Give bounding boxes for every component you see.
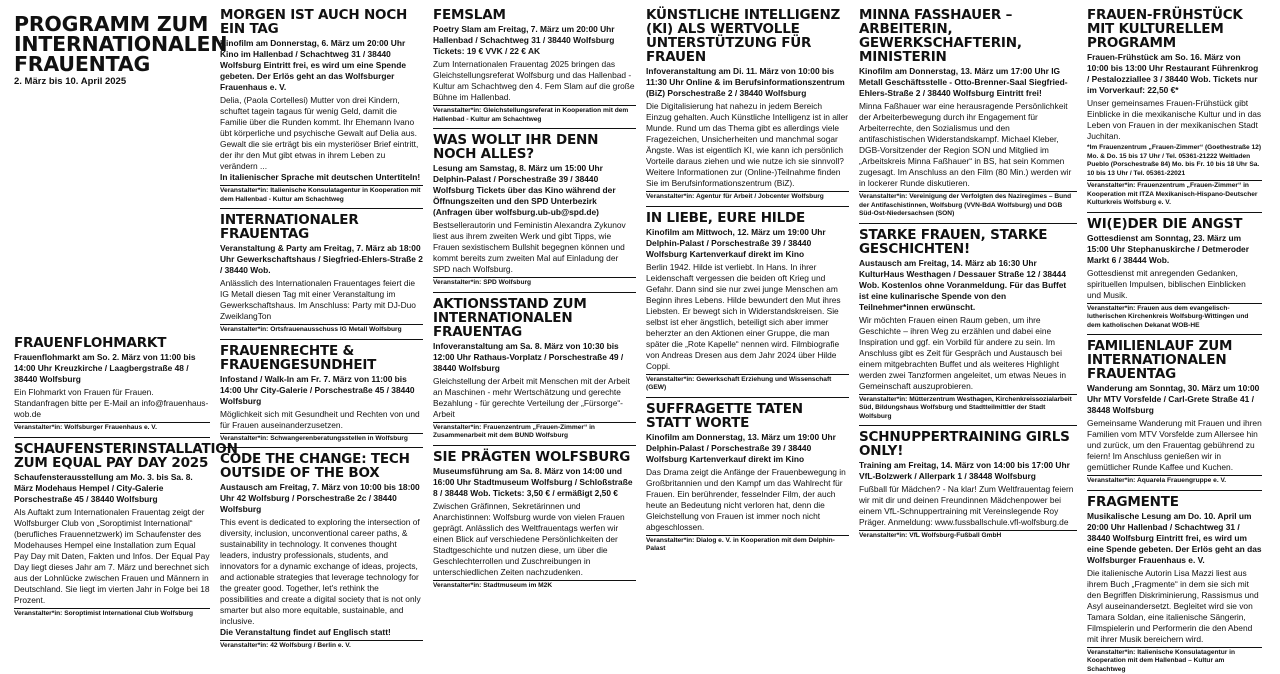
divider <box>220 447 423 448</box>
event-article <box>646 402 849 554</box>
event-article <box>220 344 423 444</box>
divider <box>220 208 423 209</box>
event-title: WI(E)DER DIE ANGST <box>1087 217 1262 231</box>
event-ticket-info: *Im Frauenzentrum „Frauen-Zimmer“ (Goethestraße 12) Mo. & Do. 15 bis 17 Uhr / Tel. 05361-21222 Weltladen Pueblo (Porschestraße 84) Mo. bis Fr. 10 bis 18 Uhr Sa. 10 bis 13 Uhr / Tel. 05361-22021 <box>1087 144 1262 178</box>
event-description: Möglichkeit sich mit Gesundheit und Rechten von und für Frauen auseinanderzusetzen. <box>220 409 423 431</box>
event-title: STARKE FRAUEN, STARKE GESCHICHTEN! <box>859 228 1077 256</box>
event-article <box>14 442 210 619</box>
event-meta: Training am Freitag, 14. März von 14:00 bis 17:00 Uhr VfL-Bolzwerk / Allerpark 1 / 38448 Wolfsburg <box>859 460 1077 482</box>
event-title: INTERNATIONALER FRAUENTAG <box>220 213 423 241</box>
column-1 <box>14 8 210 605</box>
event-title: FRAUEN-FRÜHSTÜCK MIT KULTURELLEM PROGRAMM <box>1087 8 1262 50</box>
event-description: Fußball für Mädchen? - Na klar! Zum Weltfrauentag feiern wir mit dir und deinen Freundinnen Mädchenpower bei einem VfL-Schnuppertraining mit Vereinslegende Roy Präger. Anmeldung: www.fussballschule.vfl-wolfsburg.de <box>859 484 1077 528</box>
event-organizer: Veranstalter*in: Wolfsburger Frauenhaus e. V. <box>14 422 210 433</box>
event-article <box>220 452 423 651</box>
event-title: FRAGMENTE <box>1087 495 1262 509</box>
event-title: IN LIEBE, EURE HILDE <box>646 211 849 225</box>
event-organizer: Veranstalter*in: Schwangerenberatungsstellen in Wolfsburg <box>220 433 423 444</box>
event-description: Delia, (Paola Cortellesi) Mutter von drei Kindern, schuftet tagein tagaus für wenig Geld, damit die Familie über die Runden kommt. Ihr Ehemann Ivano übt körperliche und psychische Gewalt auf Delia aus. Gewalt die sie erträgt bis ein mysteriöser Brief eintritt, der ihr den Mut gibt etwas in ihrem Leben zu verändern ... <box>220 95 423 172</box>
event-article <box>646 211 849 393</box>
event-article <box>433 450 636 591</box>
event-organizer: Veranstalter*in: Mütterzentrum Westhagen, Kirchenkreissozialarbeit Süd, Bildungshaus Wolfsburg und Stadtteilmittler der Stadt Wolfsburg <box>859 394 1077 422</box>
event-note: Die Veranstaltung findet auf Englisch statt! <box>220 627 423 638</box>
event-meta: Frauenflohmarkt am So. 2. März von 11:00 bis 14:00 Uhr Kreuzkirche / Laagbergstraße 48 / 38440 Wolfsburg <box>14 352 210 385</box>
event-organizer: Veranstalter*in: Gleichstellungsreferat in Kooperation mit dem Hallenbad - Kultur am Schachtweg <box>433 105 636 124</box>
event-organizer: Veranstalter*in: Frauenzentrum „Frauen-Zimmer“ in Zusammenarbeit mit dem BUND Wolfsburg <box>433 422 636 441</box>
event-article <box>1087 8 1262 208</box>
event-meta: Kinofilm am Mittwoch, 12. März um 19:00 Uhr Delphin-Palast / Porschestraße 39 / 38440 Wolfsburg Kartenverkauf direkt im Kino <box>646 227 849 260</box>
event-organizer: Veranstalter*in: Frauenzentrum „Frauen-Zimmer“ in Kooperation mit ITZA Mexikanisch-Hispano-Deutscher Kulturkreis Wolfsburg e. V. <box>1087 180 1262 208</box>
event-organizer: Veranstalter*in: Dialog e. V. in Kooperation mit dem Delphin-Palast <box>646 535 849 554</box>
column-5 <box>859 8 1077 605</box>
event-organizer: Veranstalter*in: Gewerkschaft Erziehung und Wissenschaft (GEW) <box>646 374 849 393</box>
event-title: SUFFRAGETTE TATEN STATT WORTE <box>646 402 849 430</box>
divider <box>646 397 849 398</box>
event-title: FAMILIENLAUF ZUM INTERNATIONALEN FRAUENTAG <box>1087 339 1262 381</box>
event-organizer: Veranstalter*in: SPD Wolfsburg <box>433 277 636 288</box>
event-title: WAS WOLLT IHR DENN NOCH ALLES? <box>433 133 636 161</box>
event-meta: Poetry Slam am Freitag, 7. März um 20:00 Uhr Hallenbad / Schachtweg 31 / 38440 Wolfsburg Tickets: 19 € VVK / 22 € AK <box>433 24 636 57</box>
event-meta: Museumsführung am Sa. 8. März von 14:00 und 16:00 Uhr Stadtmuseum Wolfsburg / Schloßstraße 8 / 38448 Wob. Tickets: 3,50 € / ermäßigt 2,50 € <box>433 466 636 499</box>
event-title: FRAUENFLOHMARKT <box>14 336 210 350</box>
event-article <box>14 336 210 433</box>
event-organizer: Veranstalter*in: 42 Wolfsburg / Berlin e. V. <box>220 640 423 651</box>
event-note: In italienischer Sprache mit deutschen Untertiteln! <box>220 172 423 183</box>
event-description: Das Drama zeigt die Anfänge der Frauenbewegung in Großbritannien und den Kampf um das Wahlrecht für Frauen. Ein berührender, fesselnder Film, der auch heute an Bedeutung nicht verloren hat, denn die Gleichstellung von Frauen ist immer noch nicht abgeschlossen. <box>646 467 849 533</box>
event-meta: Infostand / Walk-In am Fr. 7. März von 11:00 bis 14:00 Uhr City-Galerie / Porschestraße 45 / 38440 Wolfsburg <box>220 374 423 407</box>
column-4 <box>646 8 849 605</box>
event-article <box>1087 495 1262 674</box>
column-3 <box>433 8 636 605</box>
program-dates: 2. März bis 10. April 2025 <box>14 76 210 87</box>
event-description: Die Digitalisierung hat nahezu in jedem Bereich Einzug gehalten. Auch Künstliche Intelligenz ist in aller Munde. Rund um das Thema gibt es allerdings viele Fragezeichen, Unsicherheiten und manchmal sogar Ängste. Was ist eigentlich KI, wie kann ich persönlich Vorteile daraus ziehen und wie nutze ich sie sinnvoll? Weitere Informationen zur (Online-)Teilnahme finden Sie im Berufsinformationszentrum (BiZ). <box>646 101 849 189</box>
event-description: Gemeinsame Wanderung mit Frauen und ihren Familien vom MTV Vorsfelde zum Allersee hin und zurück, um den Frauentag gebührend zu feiern! Im Anschluss genießen wir in gemütlicher Runde Kaffee und Kuchen. <box>1087 418 1262 473</box>
divider <box>1087 334 1262 335</box>
event-article <box>1087 217 1262 331</box>
event-article <box>1087 339 1262 486</box>
event-article <box>646 8 849 202</box>
event-title: SCHAUFENSTERINSTALLATION ZUM EQUAL PAY DAY 2025 <box>14 442 210 470</box>
event-organizer: Veranstalter*in: Stadtmuseum im M2K <box>433 580 636 591</box>
divider <box>859 223 1077 224</box>
event-meta: Infoveranstaltung am Di. 11. März von 10:00 bis 11:30 Uhr Online & im Berufsinformationszentrum (BiZ) Porschestraße 2 / 38440 Wolfsburg <box>646 66 849 99</box>
event-organizer: Veranstalter*in: Frauen aus dem evangelisch-lutherischen Kirchenkreis Wolfsburg-Wittingen und dem katholischen Dekanat WOB-HE <box>1087 303 1262 331</box>
event-article <box>220 213 423 335</box>
event-meta: Lesung am Samstag, 8. März um 15:00 Uhr Delphin-Palast / Porschestraße 39 / 38440 Wolfsburg Tickets über das Kino während der Öffnungszeiten und den SPD Unterbezirk (Anfragen über wolfsburg.ub-ub@spd.de) <box>433 163 636 218</box>
event-title: KÜNSTLICHE INTELLIGENZ (KI) ALS WERTVOLLE UNTERSTÜTZUNG FÜR FRAUEN <box>646 8 849 64</box>
event-organizer: Veranstalter*in: Italienische Konsulatagentur in Kooperation mit dem Hallenbad – Kultur am Schachtweg <box>1087 647 1262 674</box>
event-title: SCHNUPPERTRAINING GIRLS ONLY! <box>859 430 1077 458</box>
event-article <box>433 8 636 124</box>
divider <box>1087 212 1262 213</box>
divider <box>1087 490 1262 491</box>
event-meta: Schaufensterausstellung am Mo. 3. bis Sa. 8. März Modehaus Hempel / City-Galerie Porschestraße 45 / 38440 Wolfsburg <box>14 472 210 505</box>
event-meta: Kinofilm am Donnerstag, 6. März um 20:00 Uhr Kino im Hallenbad / Schachtweg 31 / 38440 Wolfsburg Eintritt frei, es wird um eine Spende gebeten. Der Erlös geht an das Wolfsburger Frauenhaus e. V. <box>220 38 423 93</box>
event-description: Ein Flohmarkt von Frauen für Frauen. Standanfragen bitte per E-Mail an info@frauenhaus-wob.de <box>14 387 210 420</box>
event-article <box>859 430 1077 541</box>
divider <box>14 437 210 438</box>
event-meta: Frauen-Frühstück am So. 16. März von 10:00 bis 13:00 Uhr Restaurant Führenkrog / Pestalozziallee 3 / 38440 Wob. Tickets nur im Vorverkauf: 22,50 €* <box>1087 52 1262 96</box>
event-title: AKTIONSSTAND ZUM INTERNATIONALEN FRAUENTAG <box>433 297 636 339</box>
column-6 <box>1087 8 1262 605</box>
event-meta: Austausch am Freitag, 14. März ab 16:30 Uhr KulturHaus Westhagen / Dessauer Straße 12 / 38444 Wob. Kostenlos ohne Voranmeldung. Für das Buffet ist eine kulinarische Spende von den Teilnehmer*innen erwünscht. <box>859 258 1077 313</box>
event-description: Gottesdienst mit anregenden Gedanken, spirituellen Impulsen, biblischen Einblicken und Musik. <box>1087 268 1262 301</box>
event-article <box>859 8 1077 219</box>
event-article <box>433 297 636 441</box>
event-meta: Musikalische Lesung am Do. 10. April um 20:00 Uhr Hallenbad / Schachtweg 31 / 38440 Wolfsburg Eintritt frei, es wird um eine Spende gebeten. Der Erlös geht an das Wolfsburger Frauenhaus e. V. <box>1087 511 1262 566</box>
main-title: PROGRAMM ZUM INTERNATIONALEN FRAUENTAG <box>14 14 210 74</box>
divider <box>433 445 636 446</box>
event-description: Zwischen Gräfinnen, Sekretärinnen und Anarchistinnen: Wolfsburg wurde von vielen Frauen geprägt. Anlässlich des Weltfrauentags werfen wir einen Blick auf verschiedene Persönlichkeiten der Stadtgeschichte und nutzen diese, um über die Geschlechterrollen und Zuschreibungen in unterschiedlichen Zeiten nachzudenken. <box>433 501 636 578</box>
column-2 <box>220 8 423 605</box>
event-description: Als Auftakt zum Internationalen Frauentag zeigt der Wolfsburger Club von „Soroptimist International“ (berufliches Frauennetzwerk) im Schaufenster des Modehauses Hempel eine Installation zum Equal Pay Day mit Daten, Fakten und Infos. Der Equal Pay Day liegt dieses Jahr am 7. März und berechnet sich aus der Lohnlücke zwischen Frauen und Männern in Deutschland. Sie liegt im vierten Jahr in Folge bei 18 Prozent. <box>14 507 210 606</box>
event-meta: Veranstaltung & Party am Freitag, 7. März ab 18:00 Uhr Gewerkschaftshaus / Siegfried-Ehlers-Straße 2 / 38440 Wob. <box>220 243 423 276</box>
event-organizer: Veranstalter*in: Vereinigung der Verfolgten des Naziregimes – Bund der Antifaschistinnen, Wolfsburg (VVN-BdA Wolfsburg) und DGB Süd-Ost-Niedersachsen (SON) <box>859 191 1077 219</box>
event-title: MORGEN IST AUCH NOCH EIN TAG <box>220 8 423 36</box>
event-meta: Wanderung am Sonntag, 30. März um 10:00 Uhr MTV Vorsfelde / Carl-Grete Straße 41 / 38448 Wolfsburg <box>1087 383 1262 416</box>
event-description: This event is dedicated to exploring the intersection of diversity, inclusion, unconventional career paths, & sustainability in technology. It convenes thought leaders, industry professionals, students, and innovators for a dynamic exchange of ideas, projects, and actionable strategies that leverage technology for the greater good. Together, let's rethink the possibilities and create a digital society that is not only smarter but also more equitable, sustainable, and inclusive. <box>220 517 423 627</box>
event-organizer: Veranstalter*in: Soroptimist International Club Wolfsburg <box>14 608 210 619</box>
event-description: Die italienische Autorin Lisa Mazzi liest aus ihrem Buch „Fragmente“ in dem sie sich mit den Begriffen Diskriminierung, Rassismus und Asyl auseinandersetzt. Begleitet wird sie von Tamara Soldan, eine italienische Sängerin, Filmspielerin und Performerin die den Abend mit ihrer Musik bereichern wird. <box>1087 568 1262 645</box>
event-meta: Gottesdienst am Sonntag, 23. März um 15:00 Uhr Stephanuskirche / Detmeroder Markt 6 / 38444 Wob. <box>1087 233 1262 266</box>
divider <box>433 292 636 293</box>
divider <box>220 339 423 340</box>
event-meta: Infoveranstaltung am Sa. 8. März von 10:30 bis 12:00 Uhr Rathaus-Vorplatz / Porschestraße 49 / 38440 Wolfsburg <box>433 341 636 374</box>
event-organizer: Veranstalter*in: Italienische Konsulatagentur in Kooperation mit dem Hallenbad - Kultur am Schachtweg <box>220 185 423 204</box>
event-title: FEMSLAM <box>433 8 636 22</box>
event-article <box>220 8 423 204</box>
event-description: Bestsellerautorin und Feministin Alexandra Zykunov liest aus ihrem zweiten Werk und gibt Tipps, wie Frauen sexistischem Bullshit begegnen können und kommt bereits zum zweiten Mal auf Einladung der SPD nach Wolfsburg. <box>433 220 636 275</box>
event-meta: Kinofilm am Donnerstag, 13. März um 19:00 Uhr Delphin-Palast / Porschestraße 39 / 38440 Wolfsburg Kartenverkauf direkt im Kino <box>646 432 849 465</box>
event-title: CODE THE CHANGE: TECH OUTSIDE OF THE BOX <box>220 452 423 480</box>
event-description: Minna Faßhauer war eine herausragende Persönlichkeit der Arbeiterbewegung durch ihr Engagement für Arbeiterrechte, den Sozialismus und den antifaschistischen Widerstandskampf. Michael Kleber, DGB-Vorsitzender der Region SON und Mitglied im „Arbeitskreis Minna Faßhauer“ in BS, hat sein Kommen zugesagt. Im Anschluss an den Film (80 Min.) werden wir in lockerer Runde diskutieren. <box>859 101 1077 189</box>
event-organizer: Veranstalter*in: Agentur für Arbeit / Jobcenter Wolfsburg <box>646 191 849 202</box>
event-organizer: Veranstalter*in: Ortsfrauenausschuss IG Metall Wolfsburg <box>220 324 423 335</box>
event-meta: Kinofilm am Donnerstag, 13. März um 17:00 Uhr IG Metall Geschäftsstelle - Otto-Brenner-Saal Siegfried-Ehlers-Straße 2 / 38440 Wolfsburg Eintritt frei! <box>859 66 1077 99</box>
event-description: Berlin 1942. Hilde ist verliebt. In Hans. In ihrer Leidenschaft vergessen die beiden oft Krieg und Gefahr. Dann sind sie nur zwei junge Menschen am Beginn ihres Lebens. Hilde bewundert den Mut ihres Liebsten. Er bewegt sich in Widerstandskreisen. Sie selbst ist eher ängstlich, beteiligt sich aber immer beherzter an den Aktionen einer Gruppe, die man später die „Rote Kapelle“ nennen wird. Filmbiografie von Andreas Dresen aus dem Jahr 2024 über Hilde Coppi. <box>646 262 849 372</box>
event-description: Gleichstellung der Arbeit mit Menschen mit der Arbeit an Maschinen - mehr Wertschätzung und gerechte Bezahlung - für gerechte Verteilung der „Fürsorge“-Arbeit <box>433 376 636 420</box>
divider <box>433 128 636 129</box>
event-article <box>859 228 1077 422</box>
event-title: FRAUENRECHTE & FRAUENGESUNDHEIT <box>220 344 423 372</box>
event-description: Wir möchten Frauen einen Raum geben, um ihre Geschichte – ihren Weg zu erzählen und dabei eine Inspiration und ggf. ein Vorbild für andere zu sein. Im Anschluss gibt es Zeit für Gespräch und Austausch bei einem mitgebrachten Buffet und als weiteres Highlight werden zwei Tanzformen angeleitet, um etwas Neues in Gemeinschaft auszuprobieren. <box>859 315 1077 392</box>
event-meta: Austausch am Freitag, 7. März von 10:00 bis 18:00 Uhr 42 Wolfsburg / Porschestraße 2c / 38440 Wolfsburg <box>220 482 423 515</box>
divider <box>859 425 1077 426</box>
spacer <box>14 91 210 336</box>
event-description: Zum Internationalen Frauentag 2025 bringen das Gleichstellungsreferat Wolfsburg und das Hallenbad - Kultur am Schachtweg den 4. Fem Slam auf die große Bühne im Hallenbad. <box>433 59 636 103</box>
event-description: Anlässlich des Internationalen Frauentages feiert die IG Metall diesen Tag mit einer Veranstaltung im Gewerkschaftshaus. Im Anschluss: Party mit DJ-Duo ZweiklangTon <box>220 278 423 322</box>
event-description: Unser gemeinsames Frauen-Frühstück gibt Einblicke in die mexikanische Kultur und in das Leben von Frauen in der mexikanischen Stadt Juchitan. <box>1087 98 1262 142</box>
divider <box>646 206 849 207</box>
event-title: SIE PRÄGTEN WOLFSBURG <box>433 450 636 464</box>
event-title: MINNA FASSHAUER – ARBEITERIN, GEWERKSCHAFTERIN, MINISTERIN <box>859 8 1077 64</box>
event-organizer: Veranstalter*in: VfL Wolfsburg-Fußball GmbH <box>859 530 1077 541</box>
event-article <box>433 133 636 288</box>
event-organizer: Veranstalter*in: Aquarela Frauengruppe e. V. <box>1087 475 1262 486</box>
